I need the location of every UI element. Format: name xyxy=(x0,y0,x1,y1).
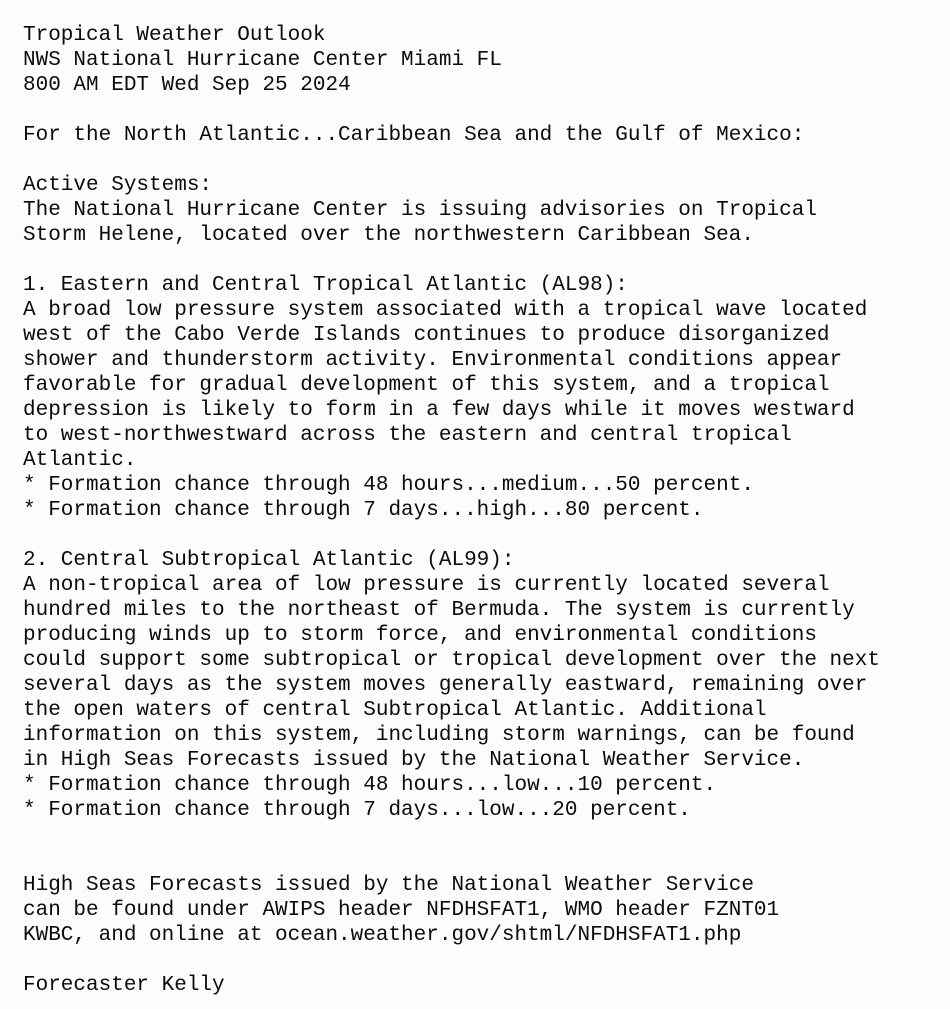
active-systems-text-line: Storm Helene, located over the northwestern Caribbean Sea. xyxy=(23,224,754,247)
system-1-formation-chance-48h: * Formation chance through 48 hours...medium...50 percent. xyxy=(23,474,754,497)
system-2-body-line: could support some subtropical or tropical development over the next xyxy=(23,649,880,672)
blank-line xyxy=(23,823,932,848)
system-1-body-line: depression is likely to form in a few days while it moves westward xyxy=(23,399,855,422)
high-seas-note-line: KWBC, and online at ocean.weather.gov/shtml/NFDHSFAT1.php xyxy=(23,924,742,947)
system-1-body-line: A broad low pressure system associated with a tropical wave located xyxy=(23,299,868,322)
system-2-body-line: several days as the system moves generally eastward, remaining over xyxy=(23,674,868,697)
active-systems-text-line: The National Hurricane Center is issuing advisories on Tropical xyxy=(23,199,817,222)
high-seas-note-line: High Seas Forecasts issued by the National Weather Service xyxy=(23,874,754,897)
issue-time-line: 800 AM EDT Wed Sep 25 2024 xyxy=(23,74,351,97)
region-scope-line: For the North Atlantic...Caribbean Sea and the Gulf of Mexico: xyxy=(23,124,805,147)
system-2-formation-chance-7day: * Formation chance through 7 days...low...20 percent. xyxy=(23,799,691,822)
blank-line xyxy=(23,948,932,973)
system-2-body-line: the open waters of central Subtropical Atlantic. Additional xyxy=(23,699,767,722)
blank-line xyxy=(23,98,932,123)
system-1-body-line: Atlantic. xyxy=(23,449,137,472)
forecaster-signature: Forecaster Kelly xyxy=(23,974,225,997)
blank-line xyxy=(23,523,932,548)
document-title: Tropical Weather Outlook xyxy=(23,24,326,47)
system-2-body-line: hundred miles to the northeast of Bermuda. The system is currently xyxy=(23,599,855,622)
blank-line xyxy=(23,148,932,173)
blank-line xyxy=(23,848,932,873)
system-1-body-line: west of the Cabo Verde Islands continues to produce disorganized xyxy=(23,324,830,347)
system-1-body-line: shower and thunderstorm activity. Environmental conditions appear xyxy=(23,349,843,372)
system-1-body-line: to west-northwestward across the eastern and central tropical xyxy=(23,424,792,447)
system-1-heading: 1. Eastern and Central Tropical Atlantic (AL98): xyxy=(23,274,628,297)
system-1-formation-chance-7day: * Formation chance through 7 days...high...80 percent. xyxy=(23,499,704,522)
high-seas-note-line: can be found under AWIPS header NFDHSFAT1, WMO header FZNT01 xyxy=(23,899,780,922)
system-2-body-line: information on this system, including storm warnings, can be found xyxy=(23,724,855,747)
system-2-body-line: in High Seas Forecasts issued by the National Weather Service. xyxy=(23,749,805,772)
system-2-body-line: A non-tropical area of low pressure is currently located several xyxy=(23,574,830,597)
system-2-heading: 2. Central Subtropical Atlantic (AL99): xyxy=(23,549,515,572)
system-1-body-line: favorable for gradual development of this system, and a tropical xyxy=(23,374,830,397)
blank-line xyxy=(23,248,932,273)
system-2-body-line: producing winds up to storm force, and environmental conditions xyxy=(23,624,817,647)
issuing-office-line: NWS National Hurricane Center Miami FL xyxy=(23,49,502,72)
system-2-formation-chance-48h: * Formation chance through 48 hours...low...10 percent. xyxy=(23,774,717,797)
active-systems-heading: Active Systems: xyxy=(23,174,213,197)
